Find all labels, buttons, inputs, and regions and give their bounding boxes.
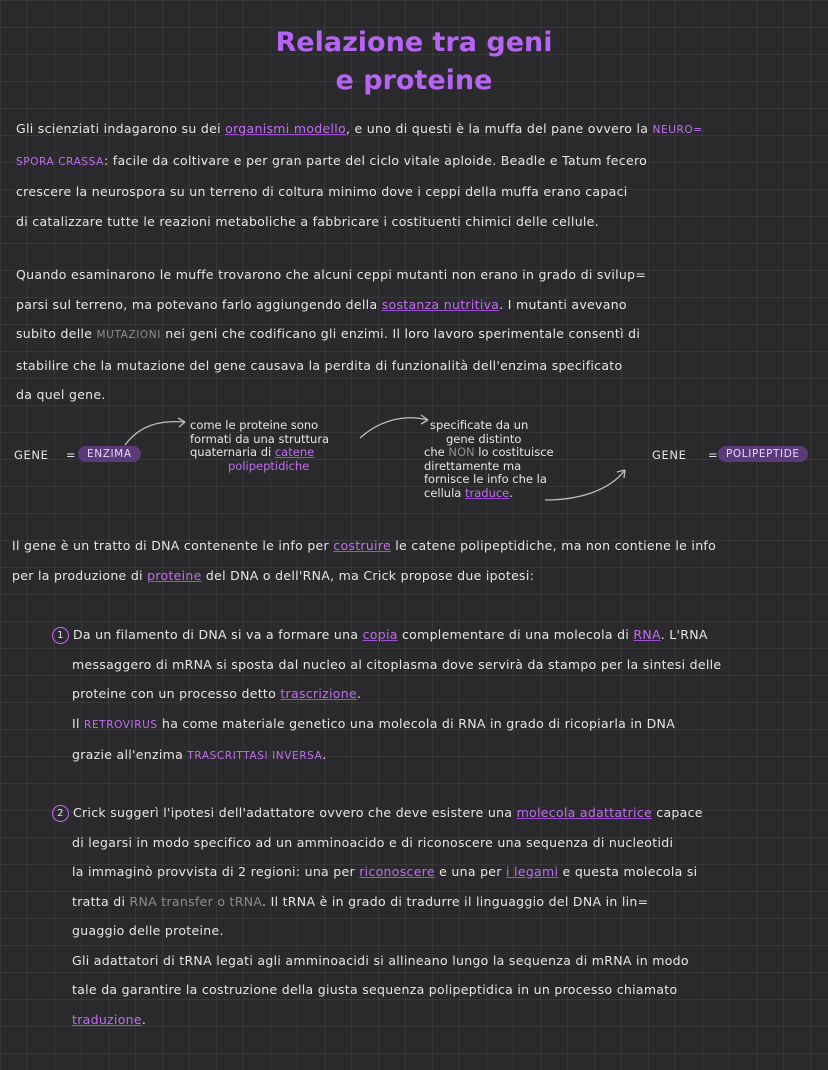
text: grazie all'enzima bbox=[72, 747, 188, 762]
highlight-retrovirus: RETROVIRUS bbox=[84, 718, 158, 731]
text-line: Gli adattatori di tRNA legati agli amminoacidi si allineano lungo la sequenza di mRNA in modo bbox=[72, 952, 689, 968]
text: cellula bbox=[424, 485, 465, 500]
text: subito delle bbox=[16, 326, 97, 341]
text: che bbox=[424, 445, 449, 459]
text-line: da quel gene. bbox=[16, 387, 106, 402]
highlight-proteine: proteine bbox=[147, 567, 202, 583]
text-line bbox=[52, 709, 822, 741]
text: parsi sul terreno, ma potevano farlo aggiungendo della bbox=[16, 296, 382, 312]
text: come le proteine sono bbox=[190, 418, 319, 432]
highlight-traduce: traduce bbox=[464, 485, 510, 500]
text: . bbox=[322, 747, 327, 762]
text-line bbox=[52, 620, 822, 650]
highlight-polipeptidiche: polipeptidiche bbox=[228, 458, 310, 473]
text-line bbox=[12, 561, 812, 591]
text bbox=[424, 446, 554, 460]
text-line: Quando esaminarono le muffe trovarono che alcuni ceppi mutanti non erano in grado di svilup= bbox=[16, 267, 647, 282]
text-line: tale da garantire la costruzione della giusta sequenza polipeptidica in un processo chiamato bbox=[72, 982, 678, 997]
text: complementare di una molecola di bbox=[397, 627, 634, 642]
highlight-traduzione: traduzione bbox=[72, 1011, 142, 1027]
text: quaternaria di bbox=[190, 445, 275, 459]
highlight-trascrizione: trascrizione bbox=[280, 686, 357, 701]
text: Il bbox=[72, 715, 85, 731]
text: e una per bbox=[434, 864, 507, 879]
text: . bbox=[141, 1011, 147, 1027]
title-line-2: e proteine bbox=[335, 65, 493, 96]
text-line bbox=[52, 857, 822, 887]
text-line: di legarsi in modo specifico ad un amminoacido e di riconoscere una sequenza di nucleotidi bbox=[72, 834, 674, 850]
arrowhead bbox=[178, 418, 185, 427]
text: capace bbox=[652, 805, 703, 820]
diagram-middle-note bbox=[190, 419, 329, 473]
mutazioni-label: MUTAZIONI bbox=[96, 329, 161, 341]
highlight-rna: RNA bbox=[633, 627, 661, 642]
equals-sign-left: = bbox=[66, 448, 76, 462]
non-label: NON bbox=[448, 445, 475, 459]
text bbox=[424, 487, 554, 501]
text-line bbox=[52, 740, 822, 772]
text: . I mutanti avevano bbox=[499, 296, 627, 312]
text-line: crescere la neurospora su un terreno di coltura minimo dove i ceppi della muffa erano capaci bbox=[16, 184, 628, 199]
text: fornisce le info che la bbox=[424, 472, 547, 486]
text: la immaginò provvista di 2 regioni: una per bbox=[72, 864, 360, 879]
text-line bbox=[52, 798, 822, 828]
arrow-traduce-to-polipeptide bbox=[545, 470, 625, 500]
text: . L'RNA bbox=[660, 627, 708, 642]
arrow-proteine-to-specificate bbox=[360, 418, 428, 438]
text: per la produzione di bbox=[12, 567, 148, 583]
number-badge-1: 1 bbox=[52, 627, 69, 644]
highlight-trascrittasi-inversa: TRASCRITTASI INVERSA bbox=[187, 750, 323, 762]
text: : facile da coltivare e per gran parte del ciclo vitale aploide. Beadle e Tatum fecero bbox=[103, 152, 648, 168]
text: tratta di bbox=[72, 893, 130, 909]
enzima-badge: ENZIMA bbox=[78, 446, 141, 462]
text: e questa molecola si bbox=[558, 864, 698, 879]
title-line-1: Relazione tra geni bbox=[275, 27, 553, 58]
diagram-right-note bbox=[424, 419, 554, 500]
text: del DNA o dell'RNA, ma Crick propose due ipotesi: bbox=[201, 567, 535, 583]
equals-sign-right: = bbox=[708, 448, 718, 462]
highlight-i-legami: i legami bbox=[506, 864, 559, 879]
hypothesis-1 bbox=[52, 620, 822, 772]
text: , e uno di questi è la muffa del pane ovvero la bbox=[345, 121, 653, 136]
text-line bbox=[52, 887, 822, 917]
highlight-neurospora: NEURO= bbox=[652, 124, 703, 136]
highlight-riconoscere: riconoscere bbox=[359, 864, 435, 879]
highlight-catene: catene bbox=[274, 445, 315, 459]
highlight-sostanza-nutritiva: sostanza nutritiva bbox=[381, 296, 500, 312]
gene-label-left: GENE bbox=[14, 448, 49, 462]
highlight-costruire: costruire bbox=[333, 538, 391, 553]
text: Da un filamento di DNA si va a formare una bbox=[73, 627, 363, 642]
text: . bbox=[509, 485, 513, 500]
polipeptide-badge: POLIPEPTIDE bbox=[718, 446, 808, 462]
text-line bbox=[52, 1005, 822, 1035]
text: nei geni che codificano gli enzimi. Il loro lavoro sperimentale consentì di bbox=[160, 326, 641, 341]
highlight-organismi-modello: organismi modello bbox=[225, 121, 346, 136]
text: lo costituisce bbox=[474, 445, 554, 459]
text: le catene polipeptidiche, ma non contiene le info bbox=[391, 538, 717, 553]
text: specificate da un bbox=[430, 418, 529, 432]
text: Il gene è un tratto di DNA contenente le info per bbox=[12, 538, 334, 553]
text: formati da una struttura bbox=[190, 431, 330, 446]
paragraph-gene-definition bbox=[12, 531, 812, 590]
text: gene distinto bbox=[446, 431, 522, 446]
text-line: stabilire che la mutazione del gene causava la perdita di funzionalità dell'enzima specificato bbox=[16, 357, 623, 373]
text: Gli scienziati indagarono su dei bbox=[16, 121, 226, 136]
text: ha come materiale genetico una molecola di RNA in grado di ricopiarla in DNA bbox=[157, 715, 676, 731]
text-line bbox=[52, 679, 822, 709]
text: proteine con un processo detto bbox=[72, 686, 281, 701]
text-line: di catalizzare tutte le reazioni metaboliche a fabbricare i costituenti chimici delle cellule. bbox=[16, 213, 599, 229]
text: direttamente ma bbox=[424, 458, 522, 473]
text: . bbox=[356, 686, 362, 701]
text-line bbox=[12, 531, 812, 561]
number-badge-2: 2 bbox=[52, 805, 69, 822]
highlight-spora-crassa: SPORA CRASSA bbox=[16, 155, 104, 168]
text-line: messaggero di mRNA si sposta dal nucleo al citoplasma dove servirà da stampo per la sintesi delle bbox=[72, 656, 722, 672]
highlight-copia: copia bbox=[362, 627, 398, 642]
text bbox=[190, 446, 329, 460]
text: . Il tRNA è in grado di tradurre il linguaggio del DNA in lin= bbox=[262, 893, 649, 909]
rna-transfer-label: RNA transfer o tRNA bbox=[129, 893, 263, 909]
arrow-enzima-to-proteine bbox=[125, 422, 185, 445]
gene-label-right: GENE bbox=[652, 448, 687, 462]
hypothesis-2 bbox=[52, 798, 822, 1034]
text: Crick suggerì l'ipotesi dell'adattatore ovvero che deve esistere una bbox=[73, 805, 517, 820]
highlight-molecola-adattatrice: molecola adattatrice bbox=[516, 805, 652, 820]
text-line: guaggio delle proteine. bbox=[72, 923, 224, 938]
